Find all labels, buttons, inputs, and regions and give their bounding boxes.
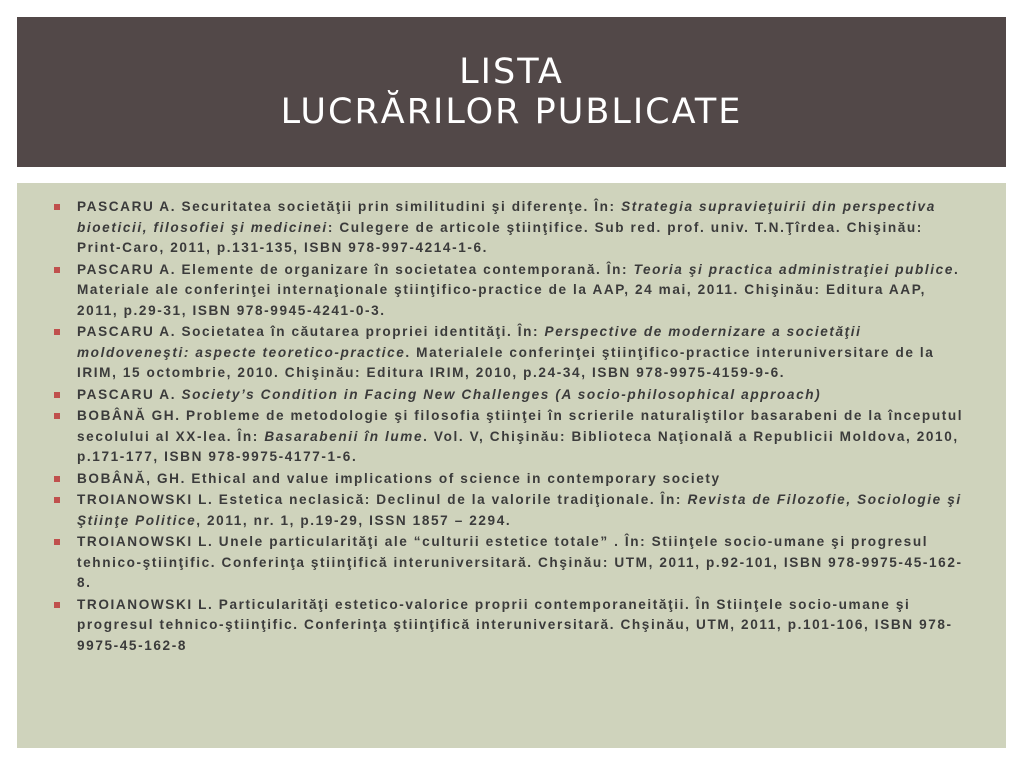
square-bullet-icon	[54, 476, 60, 482]
title-banner	[17, 17, 1006, 167]
publication-text-end: , 2011, nr. 1, p.19-29, ISSN 1857 – 2294.	[196, 512, 512, 528]
publication-text: TROIANOWSKI L. Unele particularităţi ale “culturii estetice totale” . În: Stiinţele socio-umane şi progresul tehnico-ştiinţific. Conferinţa ştiinţifică interuniversitară. Chşinău: UTM, 2011, p.92-101, ISBN 978-9975-45-162-8.	[77, 534, 963, 590]
publication-text: PASCARU A. Elemente de organizare în societatea contemporană. În:	[77, 261, 634, 277]
square-bullet-icon	[54, 392, 60, 398]
list-item	[77, 595, 966, 657]
list-item	[77, 197, 966, 259]
content-panel	[17, 183, 1006, 748]
square-bullet-icon	[54, 539, 60, 545]
square-bullet-icon	[54, 329, 60, 335]
publication-italic: Revista de Filozofie, Sociologie şi Ştiinţe Politice	[77, 492, 962, 528]
list-item	[77, 469, 966, 490]
publication-text: TROIANOWSKI L. Estetica neclasică: Declinul de la valorile tradiţionale. În:	[77, 492, 688, 507]
publication-text: PASCARU A. Societatea în căutarea propriei identităţi. În:	[77, 324, 545, 339]
list-item	[77, 406, 966, 468]
title-line-1: LISTA	[459, 52, 564, 92]
publication-text-end: . Materiale ale conferinţei internaţionale ştiinţifico-practice de la AAP, 24 mai, 2011. Chişinău: Editura AAP, 2011, p.29-31, ISBN 978-9945-4241-0-3.	[77, 261, 960, 318]
publication-italic: Basarabenii în lume	[264, 428, 424, 444]
square-bullet-icon	[54, 204, 60, 210]
list-item	[77, 490, 966, 531]
publication-text-end: . Materialele conferinţei ştiinţifico-practice interuniversitare de la IRIM, 15 octombrie, 2010. Chişinău: Editura IRIM, 2010, p.24-34, ISBN 978-9975-4159-9-6.	[77, 344, 935, 380]
publication-italic: Strategia supravieţuirii din perspectiva bioeticii, filosofiei şi medicinei	[77, 199, 936, 235]
title-line-2: LUCRĂRILOR PUBLICATE	[280, 92, 743, 132]
square-bullet-icon	[54, 267, 60, 273]
square-bullet-icon	[54, 497, 60, 503]
publication-text: PASCARU A.	[77, 386, 182, 402]
publication-text: BOBÂNĂ, GH. Ethical and value implications of science in contemporary society	[77, 470, 721, 486]
publication-italic: Perspective de modernizare a societăţii moldoveneşti: aspecte teoretico-practice	[77, 324, 862, 360]
list-item	[77, 260, 966, 322]
square-bullet-icon	[54, 413, 60, 419]
publication-text-end: . Vol. V, Chişinău: Biblioteca Naţională a Republicii Moldova, 2010, p.171-177, ISBN 978-9975-4177-1-6.	[77, 428, 959, 464]
list-item	[77, 322, 966, 384]
publication-text: BOBÂNĂ GH. Probleme de metodologie şi filosofia ştiinţei în scrierile naturaliştilor basarabeni de la începutul secolului al XX-lea. În:	[77, 408, 964, 444]
list-item	[77, 532, 966, 594]
publication-italic: Society’s Condition in Facing New Challenges (A socio-philosophical approach)	[181, 386, 822, 402]
publication-italic: Teoria şi practica administraţiei publice	[633, 261, 955, 277]
square-bullet-icon	[54, 602, 60, 608]
list-item	[77, 385, 966, 406]
publication-text: TROIANOWSKI L. Particularităţi estetico-valorice proprii contemporaneităţii. În Stiinţele socio-umane şi progresul tehnico-ştiinţific. Conferinţa ştiinţifică interuniversitară. Chşinău, UTM, 2011, p.101-106, ISBN 978-9975-45-162-8	[77, 596, 953, 653]
publication-text: PASCARU A. Securitatea societăţii prin similitudini şi diferenţe. În:	[77, 199, 622, 214]
publication-text-end: : Culegere de articole ştiinţifice. Sub red. prof. univ. T.N.Ţîrdea. Chişinău: Print-Caro, 2011, p.131-135, ISBN 978-997-4214-1-6.	[77, 219, 923, 255]
publications-list	[77, 197, 966, 656]
